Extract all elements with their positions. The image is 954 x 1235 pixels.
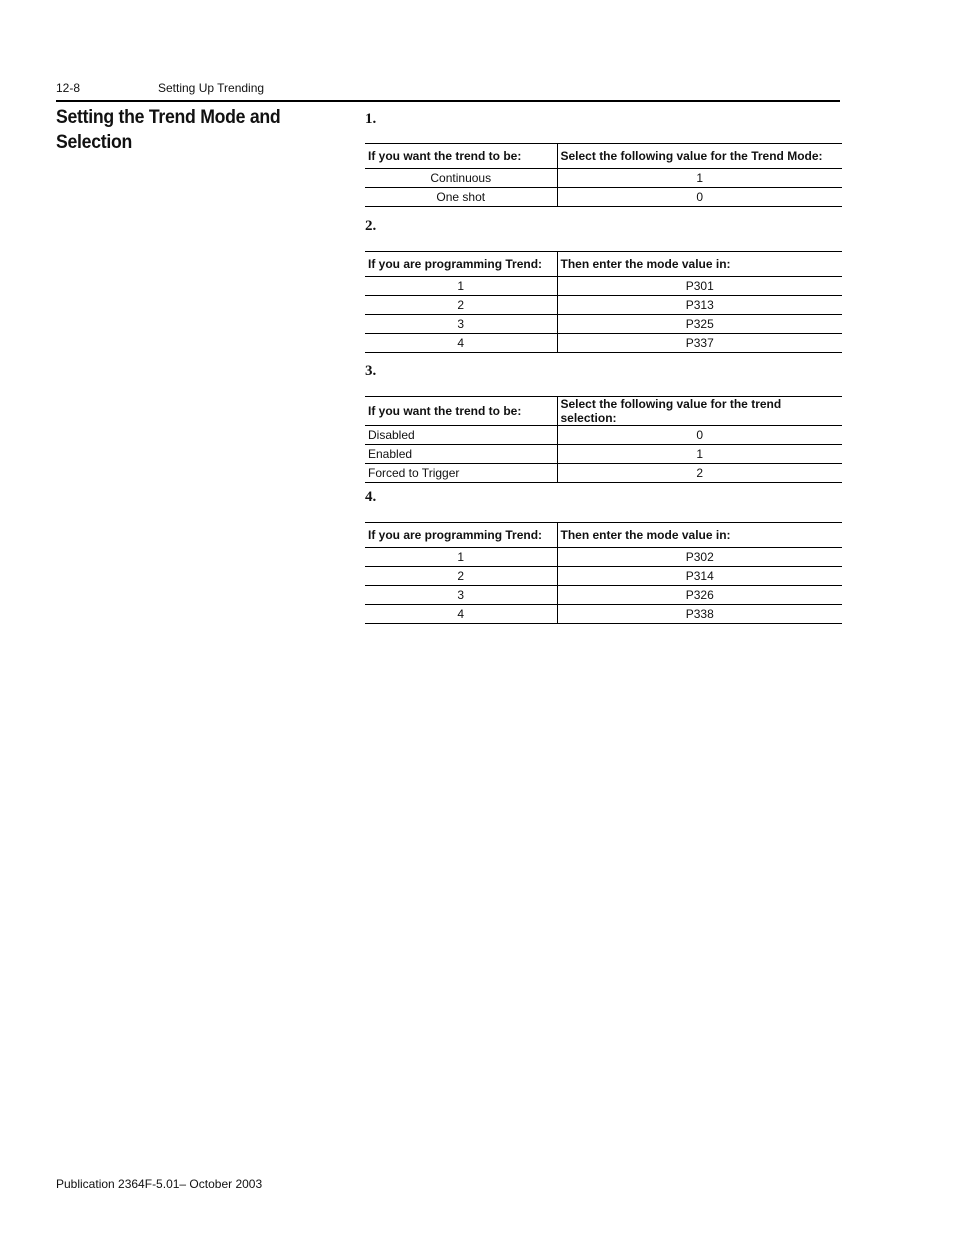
column-header: If you want the trend to be: xyxy=(365,397,557,426)
table-row xyxy=(365,445,842,464)
table-row xyxy=(365,586,842,605)
column-header: If you are programming Trend: xyxy=(365,523,557,548)
table-cell: 1 xyxy=(557,445,842,464)
table-row xyxy=(365,334,842,353)
table-cell: P326 xyxy=(557,586,842,605)
table-row xyxy=(365,296,842,315)
step-number: 4. xyxy=(365,489,377,505)
table-row xyxy=(365,188,842,207)
table-cell: 1 xyxy=(365,277,557,296)
page-number: 12-8 xyxy=(56,81,81,95)
table-cell: P302 xyxy=(557,548,842,567)
table-header-row xyxy=(365,144,842,169)
table-row xyxy=(365,464,842,483)
table-row xyxy=(365,426,842,445)
table-cell: 4 xyxy=(365,605,557,624)
table-cell: 4 xyxy=(365,334,557,353)
table-cell: 0 xyxy=(557,188,842,207)
table-row xyxy=(365,169,842,188)
table-cell: P325 xyxy=(557,315,842,334)
page-header xyxy=(56,80,840,102)
table-header-row xyxy=(365,397,842,426)
table-cell: Continuous xyxy=(365,169,557,188)
table-cell: P338 xyxy=(557,605,842,624)
table-cell: Forced to Trigger xyxy=(365,464,557,483)
table-row xyxy=(365,548,842,567)
table-header-row xyxy=(365,523,842,548)
trend-selection-table xyxy=(365,396,842,483)
step-number: 2. xyxy=(365,218,377,234)
table-header-row xyxy=(365,252,842,277)
table-row xyxy=(365,315,842,334)
step-number: 1. xyxy=(365,111,377,127)
table-cell: 1 xyxy=(557,169,842,188)
table-cell: 2 xyxy=(365,296,557,315)
chapter-title: Setting Up Trending xyxy=(158,81,265,95)
table-cell: 0 xyxy=(557,426,842,445)
column-header: Select the following value for the trend selection: xyxy=(557,397,842,426)
table-cell: P301 xyxy=(557,277,842,296)
table-cell: P337 xyxy=(557,334,842,353)
table-cell: P314 xyxy=(557,567,842,586)
mode-parameter-table xyxy=(365,251,842,353)
trend-mode-table xyxy=(365,143,842,207)
step-number: 3. xyxy=(365,363,377,379)
column-header: Then enter the mode value in: xyxy=(557,252,842,277)
table-cell: 3 xyxy=(365,586,557,605)
column-header: If you want the trend to be: xyxy=(365,144,557,169)
table-row xyxy=(365,277,842,296)
column-header: If you are programming Trend: xyxy=(365,252,557,277)
table-cell: P313 xyxy=(557,296,842,315)
publication-footer: Publication 2364F-5.01– October 2003 xyxy=(56,1177,263,1191)
table-row xyxy=(365,605,842,624)
selection-parameter-table xyxy=(365,522,842,624)
table-cell: Enabled xyxy=(365,445,557,464)
table-cell: One shot xyxy=(365,188,557,207)
table-cell: Disabled xyxy=(365,426,557,445)
column-header: Then enter the mode value in: xyxy=(557,523,842,548)
column-header: Select the following value for the Trend Mode: xyxy=(557,144,842,169)
table-cell: 1 xyxy=(365,548,557,567)
section-title: Setting the Trend Mode and Selection xyxy=(56,107,281,153)
table-cell: 2 xyxy=(365,567,557,586)
table-row xyxy=(365,567,842,586)
table-cell: 2 xyxy=(557,464,842,483)
table-cell: 3 xyxy=(365,315,557,334)
